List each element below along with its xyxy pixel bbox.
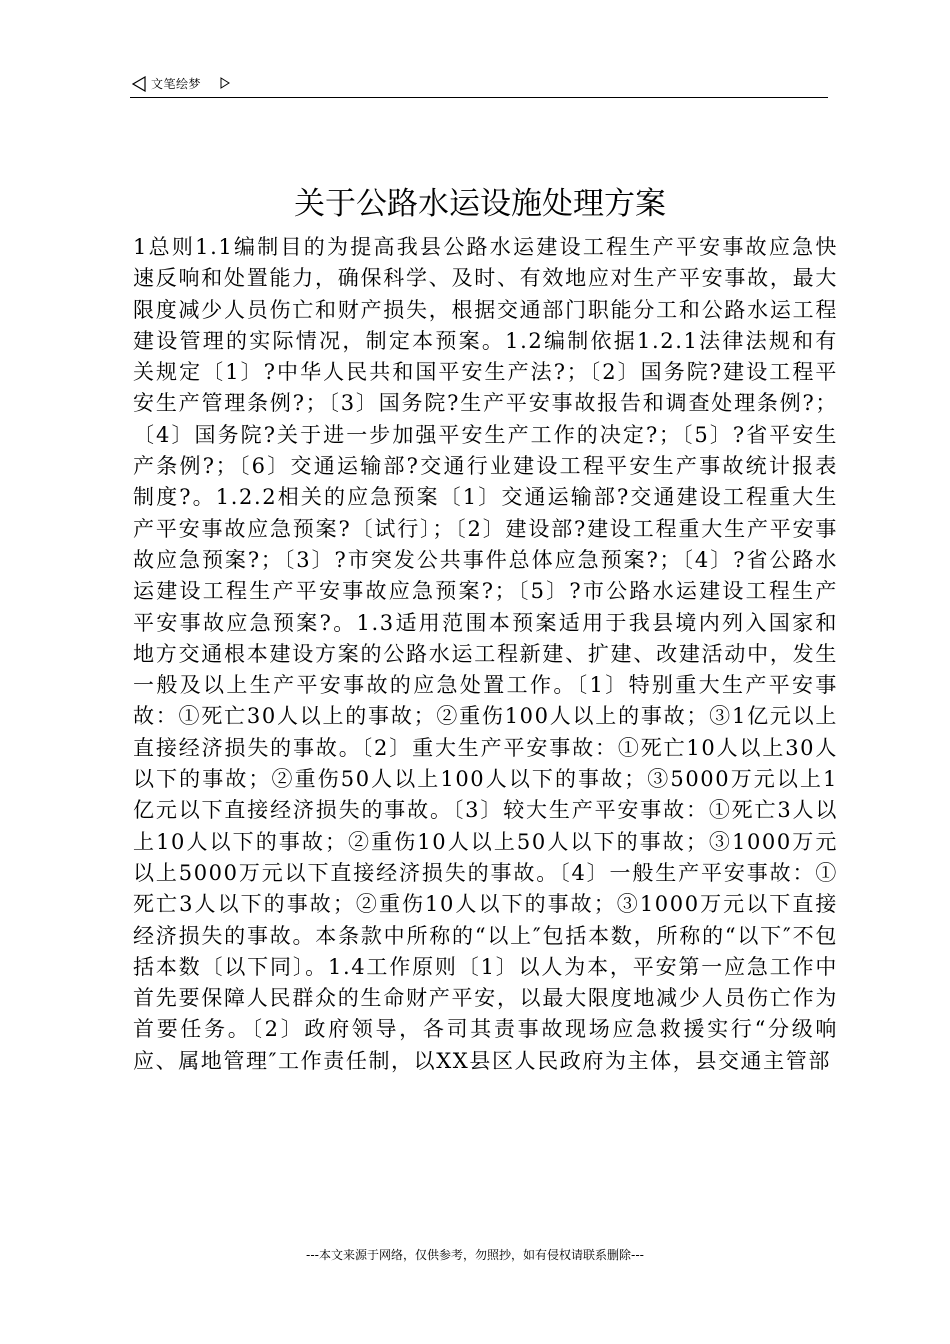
page-footer: ---本文来源于网络，仅供参考，勿照抄，如有侵权请联系删除--- (306, 1248, 644, 1262)
header-divider (130, 97, 828, 98)
triangle-left-outline-icon (132, 76, 146, 92)
document-body: 1总则1.1编制目的为提高我县公路水运建设工程生产平安事故应急快速反响和处置能力，确保科学、及时、有效地应对生产平安事故，最大限度减少人员伤亡和财产损失，根据交通部门职能分工和公路水运工程建设管理的实际情况，制定本预案。1.2编制依据1.2.1法律法规和有关规定〔1〕?中华人民共和国平安生产法?；〔2〕国务院?建设工程平安生产管理条例?；〔3〕国务院?生产平安事故报告和调查处理条例?；〔4〕国务院?关于进一步加强平安生产工作的决定?；〔5〕?省平安生产条例?；〔6〕交通运输部?交通行业建设工程平安生产事故统计报表制度?。1.2.2相关的应急预案〔1〕交通运输部?交通建设工程重大生产平安事故应急预案?〔试行〕；〔2〕建设部?建设工程重大生产平安事故应急预案?；〔3〕?市突发公共事件总体应急预案?；〔4〕?省公路水运建设工程生产平安事故应急预案?；〔5〕?市公路水运建设工程生产平安事故应急预案?。1.3适用范围本预案适用于我县境内列入国家和地方交通根本建设方案的公路水运工程新建、扩建、改建活动中，发生一般及以上生产平安事故的应急处置工作。〔1〕特别重大生产平安事故：①死亡30人以上的事故；②重伤100人以上的事故；③1亿元以上直接经济损失的事故。〔2〕重大生产平安事故：①死亡10人以上30人以下的事故；②重伤50人以上100人以下的事故；③5000万元以上1亿元以下直接经济损失的事故。〔3〕较大生产平安事故：①死亡3人以上10人以下的事故；②重伤10人以上50人以下的事故；③1000万元以上5000万元以下直接经济损失的事故。〔4〕一般生产平安事故：①死亡3人以下的事故；②重伤10人以下的事故；③1000万元以下直接经济损失的事故。本条款中所称的“以上″包括本数，所称的“以下″不包括本数〔以下同〕。1.4工作原则〔1〕以人为本，平安第一应急工作中首先要保障人民群众的生命财产平安，以最大限度地减少人员伤亡作为首要任务。〔2〕政府领导，各司其责事故现场应急救援实行“分级响应、属地管理″工作责任制，以XX县区人民政府为主体，县交通主管部 (133, 235, 838, 1073)
header-brand: 文笔绘梦 (151, 77, 202, 91)
document-title: 关于公路水运设施处理方案 (294, 186, 666, 222)
triangle-right-outline-icon (220, 77, 230, 89)
